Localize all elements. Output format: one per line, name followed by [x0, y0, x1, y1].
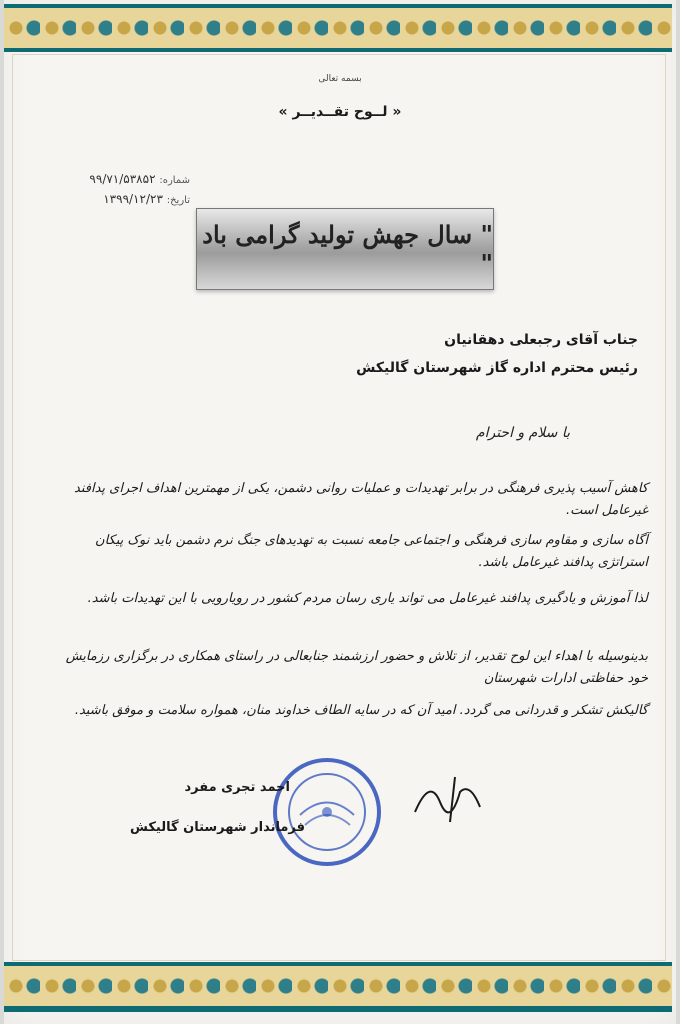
- body-paragraph-2: آگاه سازی و مقاوم سازی فرهنگی و اجتماعی جامعه نسبت به تهدیدهای جنگ نرم دشمن باید نوک پیکان استراتژی پدافند غیرعامل باشد.: [95, 533, 648, 570]
- body-paragraph-1: کاهش آسیب پذیری فرهنگی در برابر تهدیدات و عملیات روانی دشمن، یکی از مهمترین اهداف اجرای پدافند غیرعامل است.: [74, 481, 648, 518]
- salutation: با سلام و احترام: [475, 425, 570, 441]
- date-value: ۱۳۹۹/۱۲/۲۳: [103, 192, 163, 206]
- signer-name: احمد تجری مفرد: [184, 780, 290, 795]
- body-paragraph-4: بدینوسیله با اهداء این لوح تقدیر، از تلاش و حضور ارزشمند جنابعالی در راستای همکاری در برگزاری رزمایش خود حفاظتی ادارات شهرستان: [65, 649, 648, 686]
- number-label: شماره:: [159, 175, 190, 186]
- basmala: بسمه تعالی: [318, 74, 362, 84]
- number-value: ۹۹/۷۱/۵۳۸۵۲: [89, 172, 156, 186]
- letter-date: [103, 192, 190, 206]
- handwritten-signature: [410, 772, 490, 832]
- decorative-border-bottom: [4, 962, 672, 1012]
- body-paragraph-3: لذا آموزش و یادگیری پدافند غیرعامل می تواند یاری رسان مردم کشور در رویارویی با این تهدیدات باشد.: [87, 591, 648, 606]
- decorative-border-top: [4, 4, 672, 52]
- signer-title: فرماندار شهرستان گالیکش: [130, 820, 305, 835]
- recipient-name: جناب آقای رجبعلی دهقانیان: [444, 332, 638, 348]
- certificate-title: « لــوح تقــدیــر »: [278, 104, 402, 120]
- official-seal-stamp: [270, 755, 385, 870]
- slogan-text: " سال جهش تولید گرامی باد ": [202, 220, 493, 278]
- recipient-position: رئیس محترم اداره گاز شهرستان گالیکش: [356, 360, 638, 376]
- letter-number: [89, 172, 190, 186]
- body-paragraph-5: گالیکش تشکر و قدردانی می گردد. امید آن که در سایه الطاف خداوند منان، همواره سلامت و موفق باشید.: [74, 703, 648, 718]
- date-label: تاریخ:: [166, 195, 190, 206]
- slogan-banner: [196, 208, 494, 290]
